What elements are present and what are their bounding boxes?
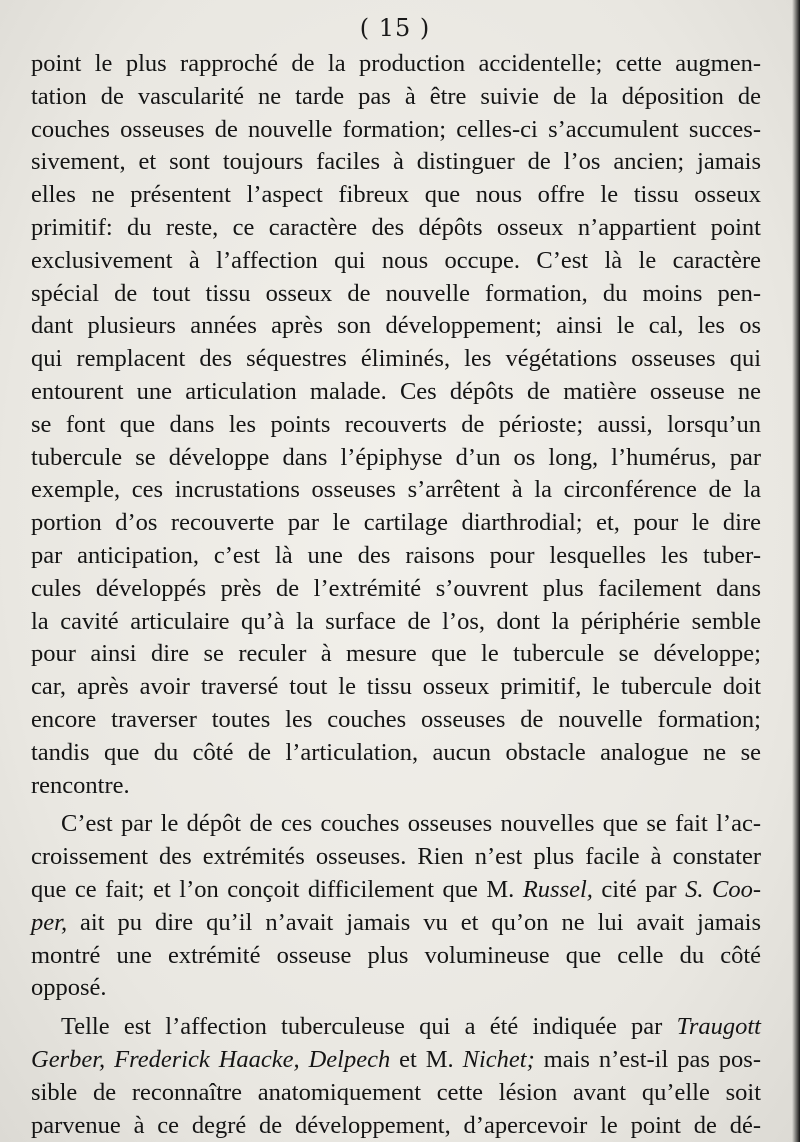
text-line: se font que dans les points recouverts de périoste; aussi, lorsqu’un bbox=[31, 410, 761, 438]
paragraph-3 bbox=[31, 1011, 761, 1142]
text-line: per, ait pu dire qu’il n’avait jamais vu et qu’on ne lui avait jamais bbox=[31, 908, 761, 936]
text-line: tubercule se développe dans l’épiphyse d’un os long, l’humérus, par bbox=[31, 443, 761, 471]
body-text bbox=[31, 48, 761, 1142]
text-line: encore traverser toutes les couches osseuses de nouvelle formation; bbox=[31, 705, 761, 733]
text-line: Gerber, Frederick Haacke, Delpech et M. Nichet; mais n’est-il pas pos- bbox=[31, 1045, 761, 1073]
text-line: sible de reconnaître anatomiquement cette lésion avant qu’elle soit bbox=[31, 1078, 761, 1106]
text-line: par anticipation, c’est là une des raisons pour lesquelles les tuber- bbox=[31, 541, 761, 569]
text-line: tandis que du côté de l’articulation, aucun obstacle analogue ne se bbox=[31, 738, 761, 766]
text-line: C’est par le dépôt de ces couches osseuses nouvelles que se fait l’ac- bbox=[61, 810, 761, 838]
text-line: rencontre. bbox=[31, 771, 130, 799]
text-line: spécial de tout tissu osseux de nouvelle formation, du moins pen- bbox=[31, 279, 761, 307]
text-line: que ce fait; et l’on conçoit difficilement que M. Russel, cité par S. Coo- bbox=[31, 875, 761, 903]
text-line: cules développés près de l’extrémité s’ouvrent plus facilement dans bbox=[31, 574, 761, 602]
text-line: point le plus rapproché de la production accidentelle; cette augmen- bbox=[31, 50, 761, 77]
text-line: portion d’os recouverte par le cartilage diarthrodial; et, pour le dire bbox=[31, 509, 761, 537]
text-line: dant plusieurs années après son développement; ainsi le cal, les os bbox=[31, 312, 761, 340]
text-line: montré une extrémité osseuse plus volumineuse que celle du côté bbox=[31, 941, 761, 969]
text-line: la cavité articulaire qu’à la surface de l’os, dont la périphérie semble bbox=[31, 607, 761, 635]
text-line: Telle est l’affection tuberculeuse qui a été indiquée par Traugott bbox=[61, 1013, 761, 1041]
text-line: opposé. bbox=[31, 974, 107, 1002]
text-line: exclusivement à l’affection qui nous occupe. C’est là le caractère bbox=[31, 246, 761, 274]
text-line: entourent une articulation malade. Ces dépôts de matière osseuse ne bbox=[31, 377, 761, 405]
text-line: croissement des extrémités osseuses. Rien n’est plus facile à constater bbox=[31, 843, 761, 871]
paragraph-2 bbox=[31, 808, 761, 1005]
page-number: ( 15 ) bbox=[359, 14, 431, 42]
text-line: exemple, ces incrustations osseuses s’arrêtent à la circonférence de la bbox=[31, 476, 761, 504]
text-line: primitif: du reste, ce caractère des dépôts osseux n’appartient point bbox=[31, 213, 761, 241]
text-line: couches osseuses de nouvelle formation; celles-ci s’accumulent succes- bbox=[31, 115, 761, 143]
text-line: sivement, et sont toujours faciles à distinguer de l’os ancien; jamais bbox=[31, 148, 761, 176]
text-line: elles ne présentent l’aspect fibreux que nous offre le tissu osseux bbox=[31, 181, 761, 209]
text-line: qui remplacent des séquestres éliminés, les végétations osseuses qui bbox=[31, 345, 761, 373]
text-line: pour ainsi dire se reculer à mesure que le tubercule se développe; bbox=[31, 640, 761, 668]
paragraph-1 bbox=[31, 48, 761, 802]
text-line: tation de vascularité ne tarde pas à être suivie de la déposition de bbox=[31, 82, 761, 110]
text-line: car, après avoir traversé tout le tissu osseux primitif, le tubercule doit bbox=[31, 673, 761, 701]
page-edge-shadow bbox=[792, 0, 800, 1142]
text-line: parvenue à ce degré de développement, d’apercevoir le point de dé- bbox=[31, 1111, 761, 1139]
